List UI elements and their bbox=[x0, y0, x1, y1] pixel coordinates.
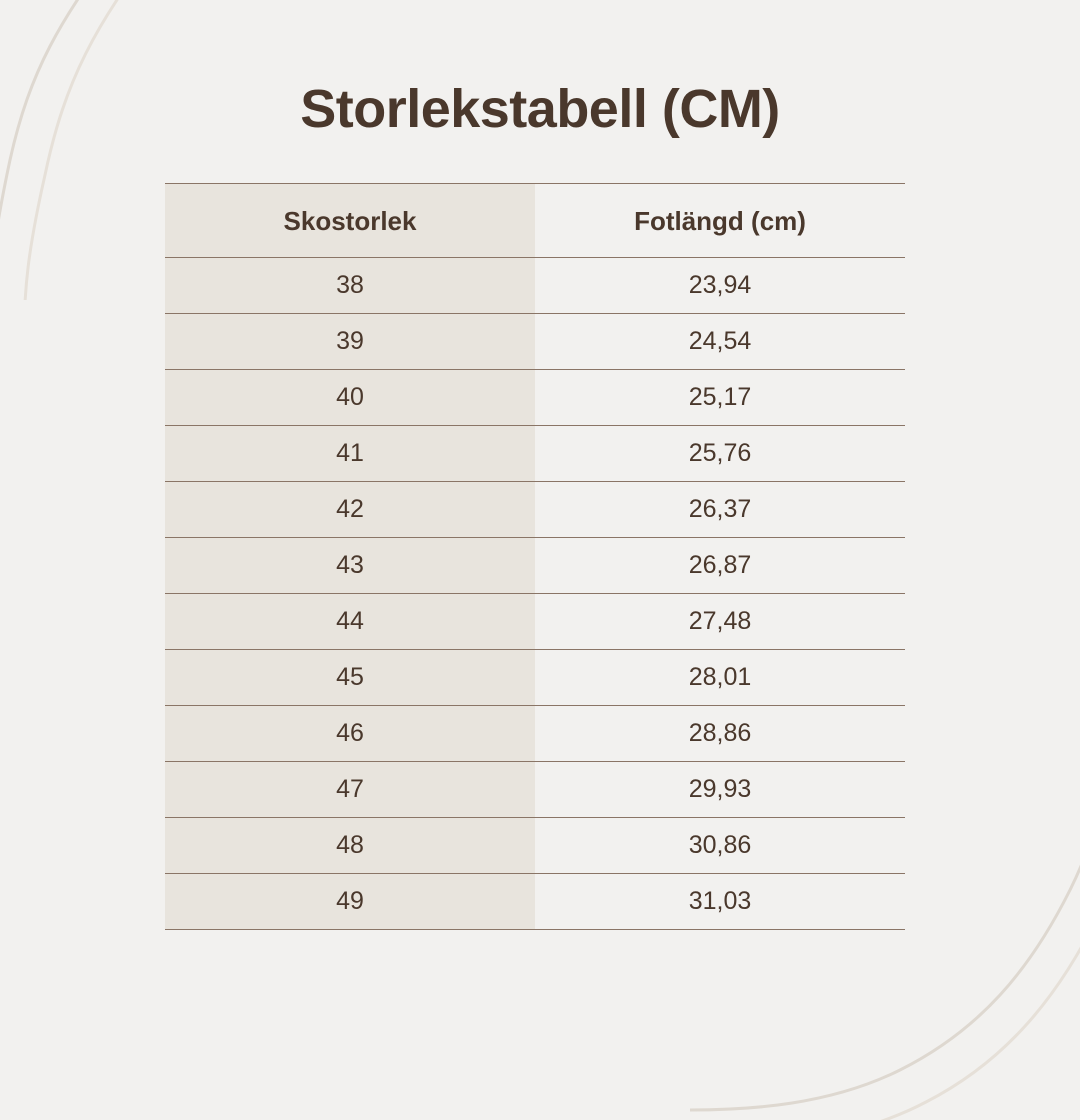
table-row bbox=[165, 538, 905, 594]
cell-foot-length: 25,76 bbox=[535, 426, 905, 482]
cell-foot-length: 27,48 bbox=[535, 594, 905, 650]
table-row bbox=[165, 874, 905, 930]
table-row bbox=[165, 706, 905, 762]
table-header-row bbox=[165, 184, 905, 258]
cell-shoe-size: 45 bbox=[165, 650, 535, 706]
table-row bbox=[165, 762, 905, 818]
table-row bbox=[165, 426, 905, 482]
header-foot-length: Fotlängd (cm) bbox=[535, 184, 905, 258]
cell-shoe-size: 42 bbox=[165, 482, 535, 538]
cell-foot-length: 23,94 bbox=[535, 258, 905, 314]
table-row bbox=[165, 258, 905, 314]
cell-shoe-size: 46 bbox=[165, 706, 535, 762]
table-row bbox=[165, 650, 905, 706]
cell-shoe-size: 48 bbox=[165, 818, 535, 874]
header-shoe-size: Skostorlek bbox=[165, 184, 535, 258]
table-row bbox=[165, 370, 905, 426]
cell-foot-length: 29,93 bbox=[535, 762, 905, 818]
page-title: Storlekstabell (CM) bbox=[300, 79, 780, 139]
cell-foot-length: 26,87 bbox=[535, 538, 905, 594]
cell-shoe-size: 41 bbox=[165, 426, 535, 482]
table-row bbox=[165, 594, 905, 650]
size-table bbox=[165, 183, 905, 930]
cell-shoe-size: 43 bbox=[165, 538, 535, 594]
table-row bbox=[165, 482, 905, 538]
cell-foot-length: 28,01 bbox=[535, 650, 905, 706]
cell-foot-length: 31,03 bbox=[535, 874, 905, 930]
table-body bbox=[165, 258, 905, 930]
cell-shoe-size: 49 bbox=[165, 874, 535, 930]
cell-shoe-size: 47 bbox=[165, 762, 535, 818]
cell-shoe-size: 44 bbox=[165, 594, 535, 650]
cell-foot-length: 24,54 bbox=[535, 314, 905, 370]
table-row bbox=[165, 314, 905, 370]
size-table-container bbox=[165, 183, 905, 930]
table-row bbox=[165, 818, 905, 874]
cell-foot-length: 30,86 bbox=[535, 818, 905, 874]
cell-foot-length: 28,86 bbox=[535, 706, 905, 762]
cell-shoe-size: 38 bbox=[165, 258, 535, 314]
cell-shoe-size: 40 bbox=[165, 370, 535, 426]
cell-shoe-size: 39 bbox=[165, 314, 535, 370]
cell-foot-length: 26,37 bbox=[535, 482, 905, 538]
table-header bbox=[165, 184, 905, 258]
cell-foot-length: 25,17 bbox=[535, 370, 905, 426]
